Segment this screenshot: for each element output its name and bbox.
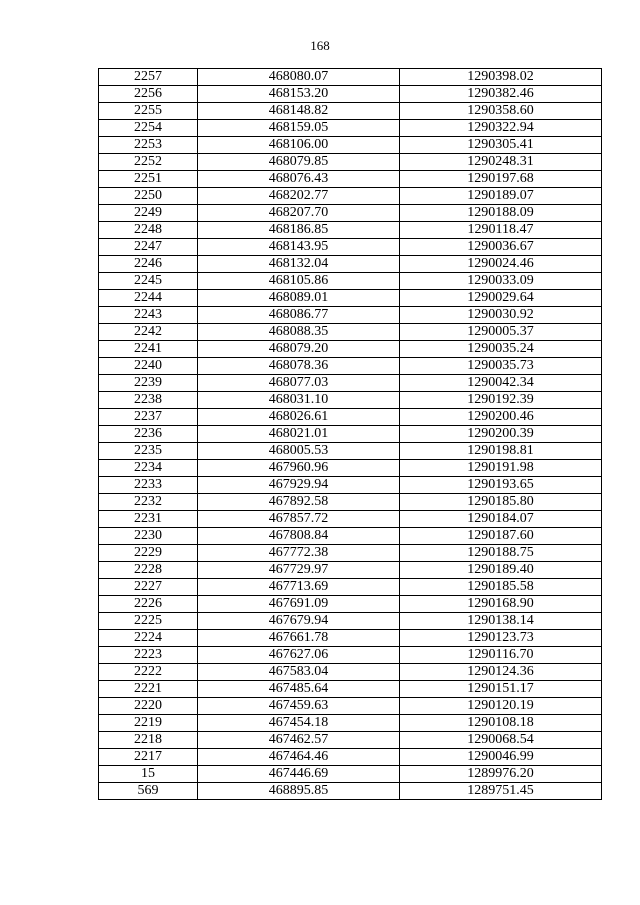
table-row — [99, 681, 602, 698]
point-number-cell: 2250 — [99, 188, 198, 205]
y-coordinate-cell: 1290123.73 — [400, 630, 602, 647]
x-coordinate-cell: 468148.82 — [198, 103, 400, 120]
point-number-cell: 2255 — [99, 103, 198, 120]
point-number-cell: 2241 — [99, 341, 198, 358]
y-coordinate-cell: 1290189.07 — [400, 188, 602, 205]
x-coordinate-cell: 468105.86 — [198, 273, 400, 290]
point-number-cell: 2249 — [99, 205, 198, 222]
x-coordinate-cell: 467627.06 — [198, 647, 400, 664]
x-coordinate-cell: 468186.85 — [198, 222, 400, 239]
point-number-cell: 2233 — [99, 477, 198, 494]
y-coordinate-cell: 1290108.18 — [400, 715, 602, 732]
y-coordinate-cell: 1290036.67 — [400, 239, 602, 256]
table-row — [99, 341, 602, 358]
page-number: 168 — [310, 38, 330, 53]
x-coordinate-cell: 468089.01 — [198, 290, 400, 307]
point-number-cell: 2239 — [99, 375, 198, 392]
table-row — [99, 545, 602, 562]
x-coordinate-cell: 467960.96 — [198, 460, 400, 477]
y-coordinate-cell: 1290116.70 — [400, 647, 602, 664]
y-coordinate-cell: 1290248.31 — [400, 154, 602, 171]
table-row — [99, 766, 602, 783]
y-coordinate-cell: 1290118.47 — [400, 222, 602, 239]
point-number-cell: 2245 — [99, 273, 198, 290]
table-row — [99, 307, 602, 324]
x-coordinate-cell: 468076.43 — [198, 171, 400, 188]
coordinates-table — [98, 68, 602, 800]
y-coordinate-cell: 1290188.09 — [400, 205, 602, 222]
x-coordinate-cell: 467454.18 — [198, 715, 400, 732]
point-number-cell: 2247 — [99, 239, 198, 256]
x-coordinate-cell: 467929.94 — [198, 477, 400, 494]
y-coordinate-cell: 1290033.09 — [400, 273, 602, 290]
x-coordinate-cell: 467462.57 — [198, 732, 400, 749]
y-coordinate-cell: 1290200.39 — [400, 426, 602, 443]
y-coordinate-cell: 1290185.80 — [400, 494, 602, 511]
x-coordinate-cell: 468079.85 — [198, 154, 400, 171]
table-row — [99, 460, 602, 477]
table-row — [99, 477, 602, 494]
point-number-cell: 2221 — [99, 681, 198, 698]
table-row — [99, 256, 602, 273]
y-coordinate-cell: 1290138.14 — [400, 613, 602, 630]
table-row — [99, 528, 602, 545]
table-row — [99, 630, 602, 647]
table-row — [99, 409, 602, 426]
x-coordinate-cell: 467446.69 — [198, 766, 400, 783]
point-number-cell: 2252 — [99, 154, 198, 171]
table-row — [99, 715, 602, 732]
point-number-cell: 2238 — [99, 392, 198, 409]
x-coordinate-cell: 468086.77 — [198, 307, 400, 324]
y-coordinate-cell: 1290046.99 — [400, 749, 602, 766]
table-row — [99, 732, 602, 749]
y-coordinate-cell: 1290124.36 — [400, 664, 602, 681]
y-coordinate-cell: 1290120.19 — [400, 698, 602, 715]
y-coordinate-cell: 1290192.39 — [400, 392, 602, 409]
y-coordinate-cell: 1290191.98 — [400, 460, 602, 477]
point-number-cell: 2219 — [99, 715, 198, 732]
point-number-cell: 2228 — [99, 562, 198, 579]
table-row — [99, 188, 602, 205]
table-row — [99, 239, 602, 256]
point-number-cell: 2220 — [99, 698, 198, 715]
x-coordinate-cell: 468153.20 — [198, 86, 400, 103]
y-coordinate-cell: 1290042.34 — [400, 375, 602, 392]
point-number-cell: 2235 — [99, 443, 198, 460]
y-coordinate-cell: 1290035.73 — [400, 358, 602, 375]
table-row — [99, 375, 602, 392]
point-number-cell: 2248 — [99, 222, 198, 239]
y-coordinate-cell: 1290151.17 — [400, 681, 602, 698]
x-coordinate-cell: 468031.10 — [198, 392, 400, 409]
point-number-cell: 2217 — [99, 749, 198, 766]
table-row — [99, 664, 602, 681]
point-number-cell: 2240 — [99, 358, 198, 375]
point-number-cell: 2218 — [99, 732, 198, 749]
y-coordinate-cell: 1290168.90 — [400, 596, 602, 613]
y-coordinate-cell: 1290200.46 — [400, 409, 602, 426]
point-number-cell: 2222 — [99, 664, 198, 681]
table-row — [99, 222, 602, 239]
table-row — [99, 426, 602, 443]
point-number-cell: 2257 — [99, 69, 198, 86]
point-number-cell: 2253 — [99, 137, 198, 154]
x-coordinate-cell: 468159.05 — [198, 120, 400, 137]
y-coordinate-cell: 1290322.94 — [400, 120, 602, 137]
table-row — [99, 358, 602, 375]
table-row — [99, 579, 602, 596]
y-coordinate-cell: 1290193.65 — [400, 477, 602, 494]
point-number-cell: 2232 — [99, 494, 198, 511]
x-coordinate-cell: 467729.97 — [198, 562, 400, 579]
point-number-cell: 2243 — [99, 307, 198, 324]
y-coordinate-cell: 1290068.54 — [400, 732, 602, 749]
point-number-cell: 2251 — [99, 171, 198, 188]
table-row — [99, 613, 602, 630]
point-number-cell: 2254 — [99, 120, 198, 137]
point-number-cell: 2244 — [99, 290, 198, 307]
x-coordinate-cell: 468143.95 — [198, 239, 400, 256]
table-row — [99, 647, 602, 664]
table-row — [99, 205, 602, 222]
table-row — [99, 290, 602, 307]
point-number-cell: 2237 — [99, 409, 198, 426]
x-coordinate-cell: 468026.61 — [198, 409, 400, 426]
table-row — [99, 596, 602, 613]
point-number-cell: 2225 — [99, 613, 198, 630]
x-coordinate-cell: 468078.36 — [198, 358, 400, 375]
y-coordinate-cell: 1290029.64 — [400, 290, 602, 307]
table-row — [99, 783, 602, 800]
table-row — [99, 494, 602, 511]
table-row — [99, 562, 602, 579]
y-coordinate-cell: 1290184.07 — [400, 511, 602, 528]
y-coordinate-cell: 1290187.60 — [400, 528, 602, 545]
x-coordinate-cell: 468106.00 — [198, 137, 400, 154]
x-coordinate-cell: 467459.63 — [198, 698, 400, 715]
x-coordinate-cell: 468132.04 — [198, 256, 400, 273]
x-coordinate-cell: 467583.04 — [198, 664, 400, 681]
y-coordinate-cell: 1290188.75 — [400, 545, 602, 562]
table-row — [99, 137, 602, 154]
table-row — [99, 86, 602, 103]
y-coordinate-cell: 1289976.20 — [400, 766, 602, 783]
y-coordinate-cell: 1290358.60 — [400, 103, 602, 120]
point-number-cell: 2229 — [99, 545, 198, 562]
point-number-cell: 2256 — [99, 86, 198, 103]
point-number-cell: 2236 — [99, 426, 198, 443]
table-row — [99, 103, 602, 120]
x-coordinate-cell: 468079.20 — [198, 341, 400, 358]
x-coordinate-cell: 467464.46 — [198, 749, 400, 766]
point-number-cell: 2224 — [99, 630, 198, 647]
x-coordinate-cell: 467679.94 — [198, 613, 400, 630]
x-coordinate-cell: 467661.78 — [198, 630, 400, 647]
x-coordinate-cell: 467857.72 — [198, 511, 400, 528]
point-number-cell: 569 — [99, 783, 198, 800]
y-coordinate-cell: 1290198.81 — [400, 443, 602, 460]
table-row — [99, 324, 602, 341]
y-coordinate-cell: 1290305.41 — [400, 137, 602, 154]
table-row — [99, 171, 602, 188]
x-coordinate-cell: 468080.07 — [198, 69, 400, 86]
x-coordinate-cell: 467892.58 — [198, 494, 400, 511]
y-coordinate-cell: 1290197.68 — [400, 171, 602, 188]
point-number-cell: 2246 — [99, 256, 198, 273]
x-coordinate-cell: 468895.85 — [198, 783, 400, 800]
y-coordinate-cell: 1290398.02 — [400, 69, 602, 86]
table-row — [99, 443, 602, 460]
point-number-cell: 2231 — [99, 511, 198, 528]
point-number-cell: 2242 — [99, 324, 198, 341]
x-coordinate-cell: 467485.64 — [198, 681, 400, 698]
y-coordinate-cell: 1290185.58 — [400, 579, 602, 596]
y-coordinate-cell: 1290005.37 — [400, 324, 602, 341]
point-number-cell: 2234 — [99, 460, 198, 477]
table-row — [99, 69, 602, 86]
x-coordinate-cell: 467772.38 — [198, 545, 400, 562]
table-row — [99, 392, 602, 409]
x-coordinate-cell: 467808.84 — [198, 528, 400, 545]
x-coordinate-cell: 467691.09 — [198, 596, 400, 613]
x-coordinate-cell: 468021.01 — [198, 426, 400, 443]
table-row — [99, 120, 602, 137]
y-coordinate-cell: 1290030.92 — [400, 307, 602, 324]
x-coordinate-cell: 468202.77 — [198, 188, 400, 205]
table-row — [99, 511, 602, 528]
y-coordinate-cell: 1290024.46 — [400, 256, 602, 273]
point-number-cell: 15 — [99, 766, 198, 783]
point-number-cell: 2230 — [99, 528, 198, 545]
point-number-cell: 2226 — [99, 596, 198, 613]
table-row — [99, 698, 602, 715]
x-coordinate-cell: 468077.03 — [198, 375, 400, 392]
table-row — [99, 273, 602, 290]
point-number-cell: 2227 — [99, 579, 198, 596]
x-coordinate-cell: 467713.69 — [198, 579, 400, 596]
x-coordinate-cell: 468005.53 — [198, 443, 400, 460]
table-row — [99, 154, 602, 171]
x-coordinate-cell: 468088.35 — [198, 324, 400, 341]
table-row — [99, 749, 602, 766]
y-coordinate-cell: 1290189.40 — [400, 562, 602, 579]
point-number-cell: 2223 — [99, 647, 198, 664]
coordinates-table-body — [99, 69, 602, 800]
y-coordinate-cell: 1289751.45 — [400, 783, 602, 800]
y-coordinate-cell: 1290035.24 — [400, 341, 602, 358]
y-coordinate-cell: 1290382.46 — [400, 86, 602, 103]
x-coordinate-cell: 468207.70 — [198, 205, 400, 222]
